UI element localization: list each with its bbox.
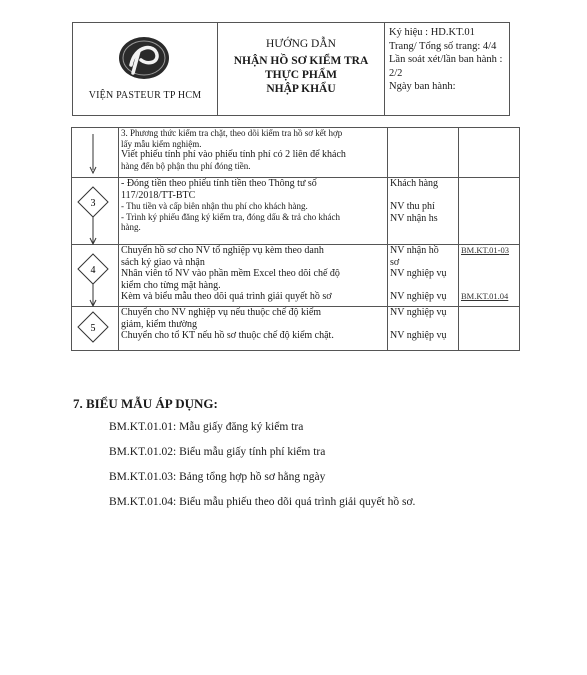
step-row: [72, 245, 520, 307]
organization-name: VIỆN PASTEUR TP HCM: [88, 90, 202, 101]
form-item: BM.KT.01.04: Biểu mẫu phiếu theo dõi quá trình giải quyết hồ sơ.: [109, 496, 416, 508]
document-header: [72, 22, 510, 116]
issue-date: Ngày ban hành:: [389, 81, 456, 92]
step-responsible: [388, 178, 459, 245]
responsible-role: NV nhận hs: [390, 212, 438, 224]
document-code: Ký hiệu : HD.KT.01: [389, 27, 475, 38]
flowchart-shape: [72, 245, 114, 307]
flowchart-shape: [72, 307, 114, 351]
form-item: BM.KT.01.03: Bảng tổng hợp hồ sơ hằng ngày: [109, 471, 326, 483]
step-form-ref: [459, 245, 520, 307]
section-heading: 7. BIỂU MẪU ÁP DỤNG:: [73, 396, 218, 411]
document-type: HƯỚNG DẪN: [266, 38, 336, 50]
revision-number: Lần soát xét/lần ban hành : 2/2: [389, 54, 503, 79]
description-line: - Đóng tiền theo phiếu tính tiền theo Thông tư số: [121, 178, 317, 189]
form-reference: [461, 268, 517, 280]
pasteur-logo-icon: [117, 35, 171, 81]
description-line: hàng đến bộ phận thu phí đóng tiền.: [121, 160, 251, 171]
document-info-cell: [385, 23, 510, 116]
process-steps-table: [71, 127, 520, 351]
description-line: Kèm và biểu mẫu theo dõi quá trình giải quyết hồ sơ: [121, 291, 332, 302]
step-number: 3: [90, 198, 96, 209]
responsible-role: NV nghiệp vụ: [390, 268, 447, 279]
step-description: [119, 245, 388, 307]
description-line: 3. Phương thức kiểm tra chặt, theo dõi kiểm tra hồ sơ kết hợp: [121, 128, 343, 138]
responsible-role: [390, 190, 456, 202]
responsible-role: NV nghiệp vụ: [390, 330, 447, 341]
flow-cell: [72, 128, 119, 178]
description-line: 117/2018/TT-BTC: [121, 189, 196, 201]
logo-cell: [73, 23, 218, 116]
step-number: 5: [90, 323, 96, 334]
form-reference: [461, 257, 517, 269]
description-line: - Trình ký phiếu đăng ký kiểm tra, đóng dấu & trả cho khách: [121, 211, 340, 222]
form-item: BM.KT.01.02: Biểu mẫu giấy tính phí kiểm tra: [109, 446, 326, 458]
flow-cell: [72, 178, 119, 245]
flowchart-shape: [72, 178, 114, 245]
step-number: 4: [90, 265, 96, 276]
step-description: [119, 178, 388, 245]
description-line: giảm, kiểm thường: [121, 318, 197, 330]
description-line: Nhân viên tổ NV vào phần mềm Excel theo dõi chế độ: [121, 268, 340, 279]
form-reference: BM.KT.01-03: [461, 245, 510, 255]
form-item: BM.KT.01.01: Mẫu giấy đăng ký kiểm tra: [109, 421, 304, 433]
description-line: sách ký giao và nhận: [121, 256, 205, 268]
form-reference: BM.KT.01.04: [461, 291, 509, 301]
step-responsible: [388, 307, 459, 351]
step-description: [119, 128, 388, 178]
description-line: Chuyển hồ sơ cho NV tổ nghiệp vụ kèm theo danh: [121, 245, 324, 256]
step-form-ref: [459, 307, 520, 351]
step-description: [119, 307, 388, 351]
flowchart-shape: [72, 128, 114, 178]
description-line: Chuyển cho NV nghiệp vụ nếu thuộc chế độ kiểm: [121, 307, 322, 318]
responsible-role: [390, 280, 456, 292]
responsible-role: NV thu phí: [390, 201, 435, 212]
responsible-role: [390, 319, 456, 331]
step-row: [72, 178, 520, 245]
form-reference: [461, 280, 517, 292]
responsible-role: NV nghiệp vụ: [390, 291, 447, 302]
page-count: Trang/ Tổng số trang: 4/4: [389, 40, 497, 52]
responsible-role: sơ: [390, 256, 400, 268]
step-form-ref: [459, 128, 520, 178]
responsible-role: NV nghiệp vụ: [390, 307, 447, 318]
step-row: [72, 128, 520, 178]
title-cell: [218, 23, 385, 116]
form-list: [109, 421, 415, 521]
description-line: kiểm cho từng mặt hàng.: [121, 279, 221, 291]
flow-cell: [72, 245, 119, 307]
description-line: lấy mẫu kiểm nghiệm.: [121, 138, 202, 149]
description-line: - Thu tiền và cấp biên nhận thu phí cho khách hàng.: [121, 201, 308, 211]
title-line-2: THỰC PHẨM: [264, 69, 338, 81]
description-line: Chuyển cho tổ KT nếu hồ sơ thuộc chế độ kiểm chặt.: [121, 330, 334, 341]
title-line-1: NHẬN HỒ SƠ KIỂM TRA: [233, 55, 369, 67]
step-row: [72, 307, 520, 351]
description-line: Viết phiếu tính phí vào phiếu tính phí có 2 liên để khách: [121, 149, 346, 160]
description-line: hàng.: [121, 222, 141, 232]
step-responsible: [388, 128, 459, 178]
flow-cell: [72, 307, 119, 351]
title-line-3: NHẬP KHẨU: [266, 83, 336, 95]
responsible-role: NV nhận hồ: [390, 245, 439, 256]
responsible-role: Khách hàng: [390, 178, 439, 189]
step-responsible: [388, 245, 459, 307]
step-form-ref: [459, 178, 520, 245]
